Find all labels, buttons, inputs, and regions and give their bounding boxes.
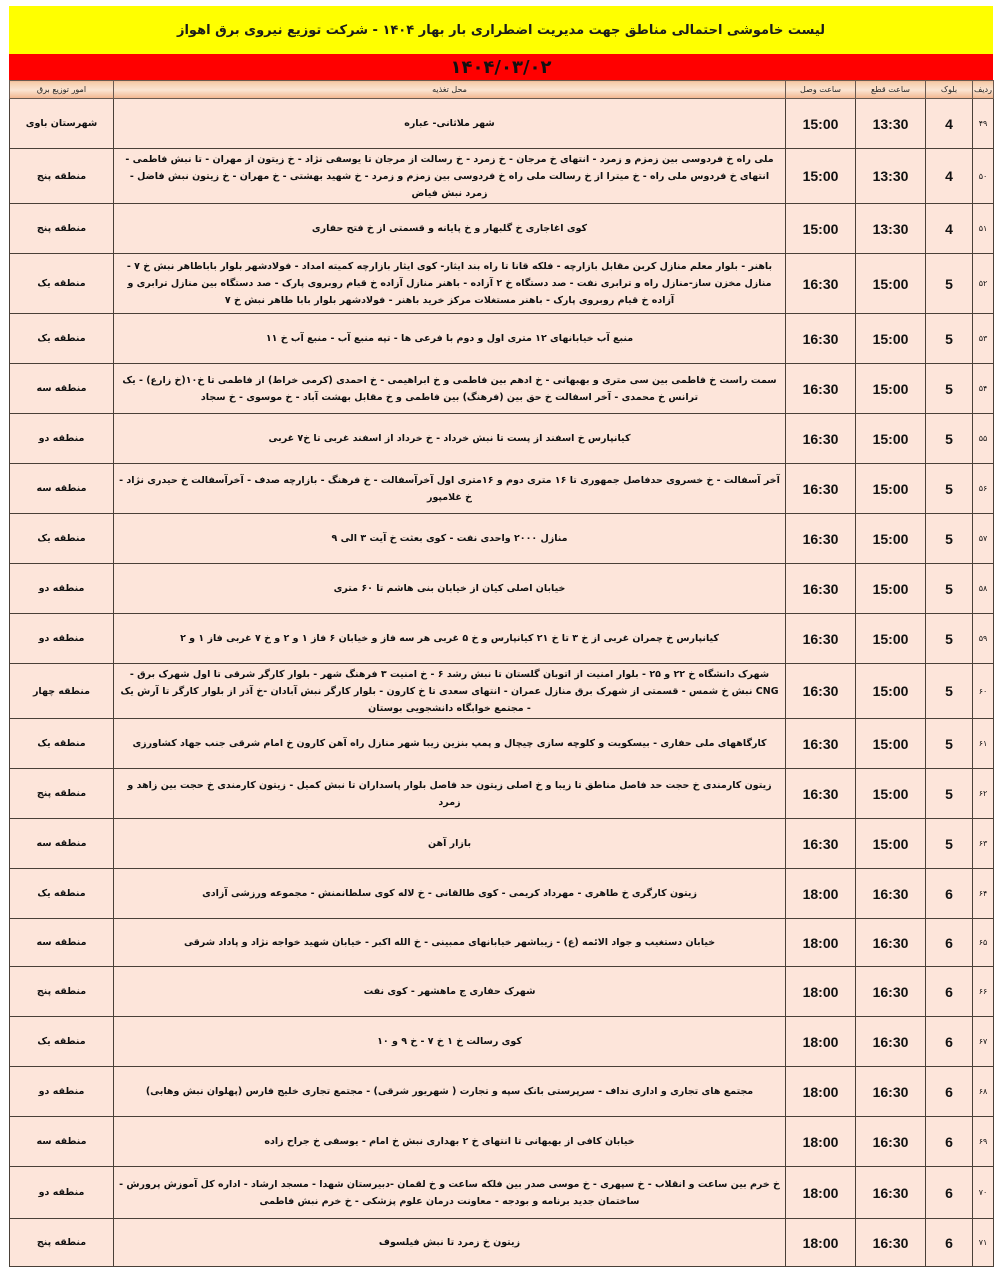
district-cell: منطقه دو [10, 1167, 114, 1219]
cut-time-cell: 13:30 [856, 149, 926, 204]
block-cell: 5 [926, 364, 973, 414]
district-cell: منطقه پنج [10, 967, 114, 1017]
block-cell: 5 [926, 414, 973, 464]
outage-table [9, 80, 994, 1267]
connect-time-cell: 18:00 [786, 1167, 856, 1219]
cut-time-cell: 15:00 [856, 564, 926, 614]
cut-time-cell: 15:00 [856, 664, 926, 719]
row-number-cell: ۴۹ [973, 99, 994, 149]
row-number-cell: ۶۸ [973, 1067, 994, 1117]
table-row [10, 204, 994, 254]
location-cell: کارگاههای ملی حفاری - بیسکویت و کلوچه سازی چیچال و پمپ بنزین زیبا شهر منازل راه آهن کارون خ امام شرقی جنب جهاد کشاورزی [114, 719, 786, 769]
connect-time-cell: 16:30 [786, 314, 856, 364]
row-number-cell: ۷۱ [973, 1219, 994, 1267]
location-cell: کوی رسالت خ ۱ خ ۷ - خ ۹ و ۱۰ [114, 1017, 786, 1067]
table-row [10, 254, 994, 314]
cut-time-cell: 16:30 [856, 967, 926, 1017]
header-row-number: ردیف [973, 81, 994, 99]
location-cell: زیتون کارمندی خ حجت حد فاصل مناطق تا زیبا و خ اصلی زیتون حد فاصل بلوار پاسداران تا نبش کمیل - زیتون کارمندی خ حجت بین زاهد و زمرد [114, 769, 786, 819]
table-row [10, 314, 994, 364]
district-cell: منطقه یک [10, 254, 114, 314]
connect-time-cell: 18:00 [786, 1219, 856, 1267]
connect-time-cell: 15:00 [786, 204, 856, 254]
header-block: بلوک [926, 81, 973, 99]
block-cell: 5 [926, 514, 973, 564]
district-cell: منطقه دو [10, 614, 114, 664]
table-row [10, 149, 994, 204]
district-cell: منطقه سه [10, 364, 114, 414]
header-district: امور توزیع برق [10, 81, 114, 99]
table-row [10, 919, 994, 967]
connect-time-cell: 18:00 [786, 967, 856, 1017]
block-cell: 6 [926, 1167, 973, 1219]
location-cell: سمت راست خ فاطمی بین سی متری و بهبهانی - خ ادهم بین فاطمی و خ ابراهیمی - خ احمدی (کرمی خراط) از فاطمی تا خ۱۰(خ زارع) - یک ترانس خ محمدی - آخر اسفالت خ حق بین (فرهنگ) بین فاطمی و خ مقابل بهشت آباد - خ موسوی - خ سجاد [114, 364, 786, 414]
cut-time-cell: 16:30 [856, 1017, 926, 1067]
district-cell: منطقه پنج [10, 769, 114, 819]
district-cell: منطقه پنج [10, 204, 114, 254]
table-row [10, 1067, 994, 1117]
table-row [10, 99, 994, 149]
table-header-row [10, 81, 994, 99]
cut-time-cell: 15:00 [856, 364, 926, 414]
location-cell: خ خرم بین ساعت و انقلاب - خ سپهری - خ موسی صدر بین فلکه ساعت و خ لقمان -دبیرستان شهدا - مسجد ارشاد - اداره کل آموزش پرورش - ساختمان جدید برنامه و بودجه - معاونت درمان علوم پزشکی - خ خرم نبش فاطمی [114, 1167, 786, 1219]
row-number-cell: ۶۶ [973, 967, 994, 1017]
location-cell: شهرک حفاری ج ماهشهر - کوی نفت [114, 967, 786, 1017]
block-cell: 6 [926, 869, 973, 919]
table-row [10, 614, 994, 664]
block-cell: 5 [926, 769, 973, 819]
district-cell: شهرستان باوی [10, 99, 114, 149]
connect-time-cell: 16:30 [786, 769, 856, 819]
block-cell: 5 [926, 664, 973, 719]
block-cell: 5 [926, 314, 973, 364]
row-number-cell: ۶۴ [973, 869, 994, 919]
block-cell: 6 [926, 1219, 973, 1267]
table-row [10, 769, 994, 819]
district-cell: منطقه یک [10, 869, 114, 919]
location-cell: منبع آب خیابانهای ۱۲ متری اول و دوم با فرعی ها - تپه منبع آب - منبع آب خ ۱۱ [114, 314, 786, 364]
row-number-cell: ۵۳ [973, 314, 994, 364]
row-number-cell: ۵۲ [973, 254, 994, 314]
row-number-cell: ۶۰ [973, 664, 994, 719]
row-number-cell: ۶۳ [973, 819, 994, 869]
cut-time-cell: 16:30 [856, 1117, 926, 1167]
block-cell: 6 [926, 1117, 973, 1167]
row-number-cell: ۶۲ [973, 769, 994, 819]
cut-time-cell: 16:30 [856, 1219, 926, 1267]
location-cell: کوی اغاجاری خ گلبهار و خ پایانه و قسمتی از خ فتح حفاری [114, 204, 786, 254]
cut-time-cell: 16:30 [856, 869, 926, 919]
location-cell: بازار آهن [114, 819, 786, 869]
cut-time-cell: 16:30 [856, 1167, 926, 1219]
table-row [10, 967, 994, 1017]
connect-time-cell: 16:30 [786, 254, 856, 314]
row-number-cell: ۵۴ [973, 364, 994, 414]
cut-time-cell: 15:00 [856, 314, 926, 364]
table-row [10, 869, 994, 919]
district-cell: منطقه سه [10, 464, 114, 514]
block-cell: 6 [926, 919, 973, 967]
district-cell: منطقه سه [10, 919, 114, 967]
connect-time-cell: 16:30 [786, 719, 856, 769]
cut-time-cell: 16:30 [856, 1067, 926, 1117]
connect-time-cell: 15:00 [786, 149, 856, 204]
connect-time-cell: 16:30 [786, 819, 856, 869]
row-number-cell: ۷۰ [973, 1167, 994, 1219]
cut-time-cell: 13:30 [856, 99, 926, 149]
connect-time-cell: 18:00 [786, 1017, 856, 1067]
district-cell: منطقه چهار [10, 664, 114, 719]
connect-time-cell: 16:30 [786, 564, 856, 614]
block-cell: 5 [926, 464, 973, 514]
header-location: محل تغذیه [114, 81, 786, 99]
block-cell: 5 [926, 564, 973, 614]
row-number-cell: ۵۵ [973, 414, 994, 464]
row-number-cell: ۵۷ [973, 514, 994, 564]
cut-time-cell: 15:00 [856, 254, 926, 314]
location-cell: کیانپارس خ چمران غربی از خ ۳ تا خ ۲۱ کیانپارس و خ ۵ غربی هر سه فاز و خیابان ۶ فاز ۱ و ۲ و خ ۷ غربی فاز ۱ و ۲ [114, 614, 786, 664]
header-connect-time: ساعت وصل [786, 81, 856, 99]
table-row [10, 514, 994, 564]
location-cell: زیتون کارگری خ طاهری - مهرداد کریمی - کوی طالقانی - خ لاله کوی سلطانمنش - مجموعه ورزشی آزادی [114, 869, 786, 919]
district-cell: منطقه دو [10, 564, 114, 614]
district-cell: منطقه سه [10, 819, 114, 869]
connect-time-cell: 18:00 [786, 919, 856, 967]
row-number-cell: ۵۹ [973, 614, 994, 664]
table-row [10, 719, 994, 769]
row-number-cell: ۵۶ [973, 464, 994, 514]
row-number-cell: ۵۱ [973, 204, 994, 254]
district-cell: منطقه پنج [10, 1219, 114, 1267]
table-row [10, 819, 994, 869]
location-cell: خیابان کافی از بهبهانی تا انتهای خ ۲ بهداری نبش خ امام - یوسفی خ جراح زاده [114, 1117, 786, 1167]
block-cell: 6 [926, 1017, 973, 1067]
table-row [10, 364, 994, 414]
connect-time-cell: 16:30 [786, 614, 856, 664]
connect-time-cell: 16:30 [786, 364, 856, 414]
district-cell: منطقه دو [10, 1067, 114, 1117]
location-cell: شهرک دانشگاه خ ۲۲ و ۲۵ - بلوار امنیت از اتوبان گلستان تا نبش رشد ۶ - خ امنیت ۳ فرهنگ شهر - بلوار کارگر شرقی تا اول شهرک برق - CNG نبش خ شمس - قسمتی از شهرک برق منازل عمران - انتهای سعدی تا خ کارون - بلوار کارگر نبش آبادان -خ آذر از بلوار کارگر تا آرش یک - مجتمع خوابگاه دانشجویی بوستان [114, 664, 786, 719]
connect-time-cell: 15:00 [786, 99, 856, 149]
header-cut-time: ساعت قطع [856, 81, 926, 99]
cut-time-cell: 15:00 [856, 719, 926, 769]
block-cell: 6 [926, 967, 973, 1017]
table-body [10, 99, 994, 1267]
row-number-cell: ۶۹ [973, 1117, 994, 1167]
table-row [10, 1017, 994, 1067]
district-cell: منطقه یک [10, 1017, 114, 1067]
cut-time-cell: 15:00 [856, 514, 926, 564]
location-cell: آخر آسفالت - خ خسروی حدفاصل جمهوری تا ۱۶ متری دوم و ۱۶متری اول آخرآسفالت - خ فرهنگ - بازارچه صدف - آخرآسفالت خ حیدری نژاد - خ غلامپور [114, 464, 786, 514]
cut-time-cell: 15:00 [856, 464, 926, 514]
location-cell: شهر ملاثانی- عباره [114, 99, 786, 149]
connect-time-cell: 16:30 [786, 514, 856, 564]
table-row [10, 464, 994, 514]
connect-time-cell: 18:00 [786, 1067, 856, 1117]
outage-schedule-sheet [9, 6, 993, 1267]
row-number-cell: ۵۰ [973, 149, 994, 204]
cut-time-cell: 15:00 [856, 614, 926, 664]
table-row [10, 414, 994, 464]
connect-time-cell: 18:00 [786, 1117, 856, 1167]
block-cell: 5 [926, 614, 973, 664]
location-cell: باهنر - بلوار معلم منازل کربن مقابل بازارچه - فلکه قانا تا راه بند ایثار- کوی ایثار بازارچه کمیته امداد - فولادشهر بلوار باباطاهر نبش خ ۷ - منازل مخزن ساز-منازل راه و ترابری نفت - صد دستگاه خ ۲ آزاده - باهنر منازل آزاده خ قیام روبروی پارک - صد دستگاه بین منازل ترابری و آزاده خ قیام روبروی پارک - باهنر مستغلات مرکز خرید باهنر - فولادشهر بلوار بابا طاهر نبش خ ۷ [114, 254, 786, 314]
block-cell: 5 [926, 254, 973, 314]
block-cell: 5 [926, 719, 973, 769]
cut-time-cell: 15:00 [856, 414, 926, 464]
table-row [10, 664, 994, 719]
row-number-cell: ۶۵ [973, 919, 994, 967]
connect-time-cell: 16:30 [786, 414, 856, 464]
row-number-cell: ۶۷ [973, 1017, 994, 1067]
table-row [10, 1117, 994, 1167]
cut-time-cell: 16:30 [856, 919, 926, 967]
block-cell: 4 [926, 149, 973, 204]
cut-time-cell: 15:00 [856, 819, 926, 869]
district-cell: منطقه سه [10, 1117, 114, 1167]
row-number-cell: ۶۱ [973, 719, 994, 769]
location-cell: منازل ۲۰۰۰ واحدی نفت - کوی بعثت خ آیت ۳ الی ۹ [114, 514, 786, 564]
district-cell: منطقه پنج [10, 149, 114, 204]
cut-time-cell: 13:30 [856, 204, 926, 254]
block-cell: 4 [926, 204, 973, 254]
connect-time-cell: 16:30 [786, 464, 856, 514]
location-cell: خیابان دستغیب و جواد الائمه (ع) - زیباشهر خیابانهای ممبینی - خ الله اکبر - خیابان شهید خواجه نژاد و پاداد شرقی [114, 919, 786, 967]
schedule-date: ۱۴۰۴/۰۳/۰۲ [9, 54, 993, 80]
table-row [10, 1167, 994, 1219]
location-cell: مجتمع های تجاری و اداری نداف - سرپرستی بانک سپه و تجارت ( شهریور شرقی) - مجتمع تجاری خلیج فارس (پهلوان نبش وهابی) [114, 1067, 786, 1117]
connect-time-cell: 16:30 [786, 664, 856, 719]
cut-time-cell: 15:00 [856, 769, 926, 819]
location-cell: زیتون خ زمرد تا نبش فیلسوف [114, 1219, 786, 1267]
district-cell: منطقه دو [10, 414, 114, 464]
connect-time-cell: 18:00 [786, 869, 856, 919]
district-cell: منطقه یک [10, 314, 114, 364]
location-cell: کیانپارس خ اسفند از پست تا نبش خرداد - خ خرداد از اسفند غربی تا خ۷ غربی [114, 414, 786, 464]
block-cell: 4 [926, 99, 973, 149]
block-cell: 5 [926, 819, 973, 869]
block-cell: 6 [926, 1067, 973, 1117]
table-row [10, 564, 994, 614]
page-title: لیست خاموشی احتمالی مناطق جهت مدیریت اضطراری بار بهار ۱۴۰۴ - شرکت توزیع نیروی برق اهواز [9, 6, 993, 54]
row-number-cell: ۵۸ [973, 564, 994, 614]
district-cell: منطقه یک [10, 719, 114, 769]
district-cell: منطقه یک [10, 514, 114, 564]
table-row [10, 1219, 994, 1267]
location-cell: خیابان اصلی کیان از خیابان بنی هاشم تا ۶۰ متری [114, 564, 786, 614]
location-cell: ملی راه خ فردوسی بین زمزم و زمرد - انتهای خ مرجان - خ زمرد - خ رسالت از مرجان تا یوسفی نژاد - خ زیتون از مهران - تا نبش فاطمی - انتهای خ فردوس ملی راه - خ میترا از خ رسالت ملی راه خ فردوسی بین زمزم و زمرد - خ شهید بهشتی - خ مهران - خ زیتون نبش فاضل - زمرد نبش فیاض [114, 149, 786, 204]
